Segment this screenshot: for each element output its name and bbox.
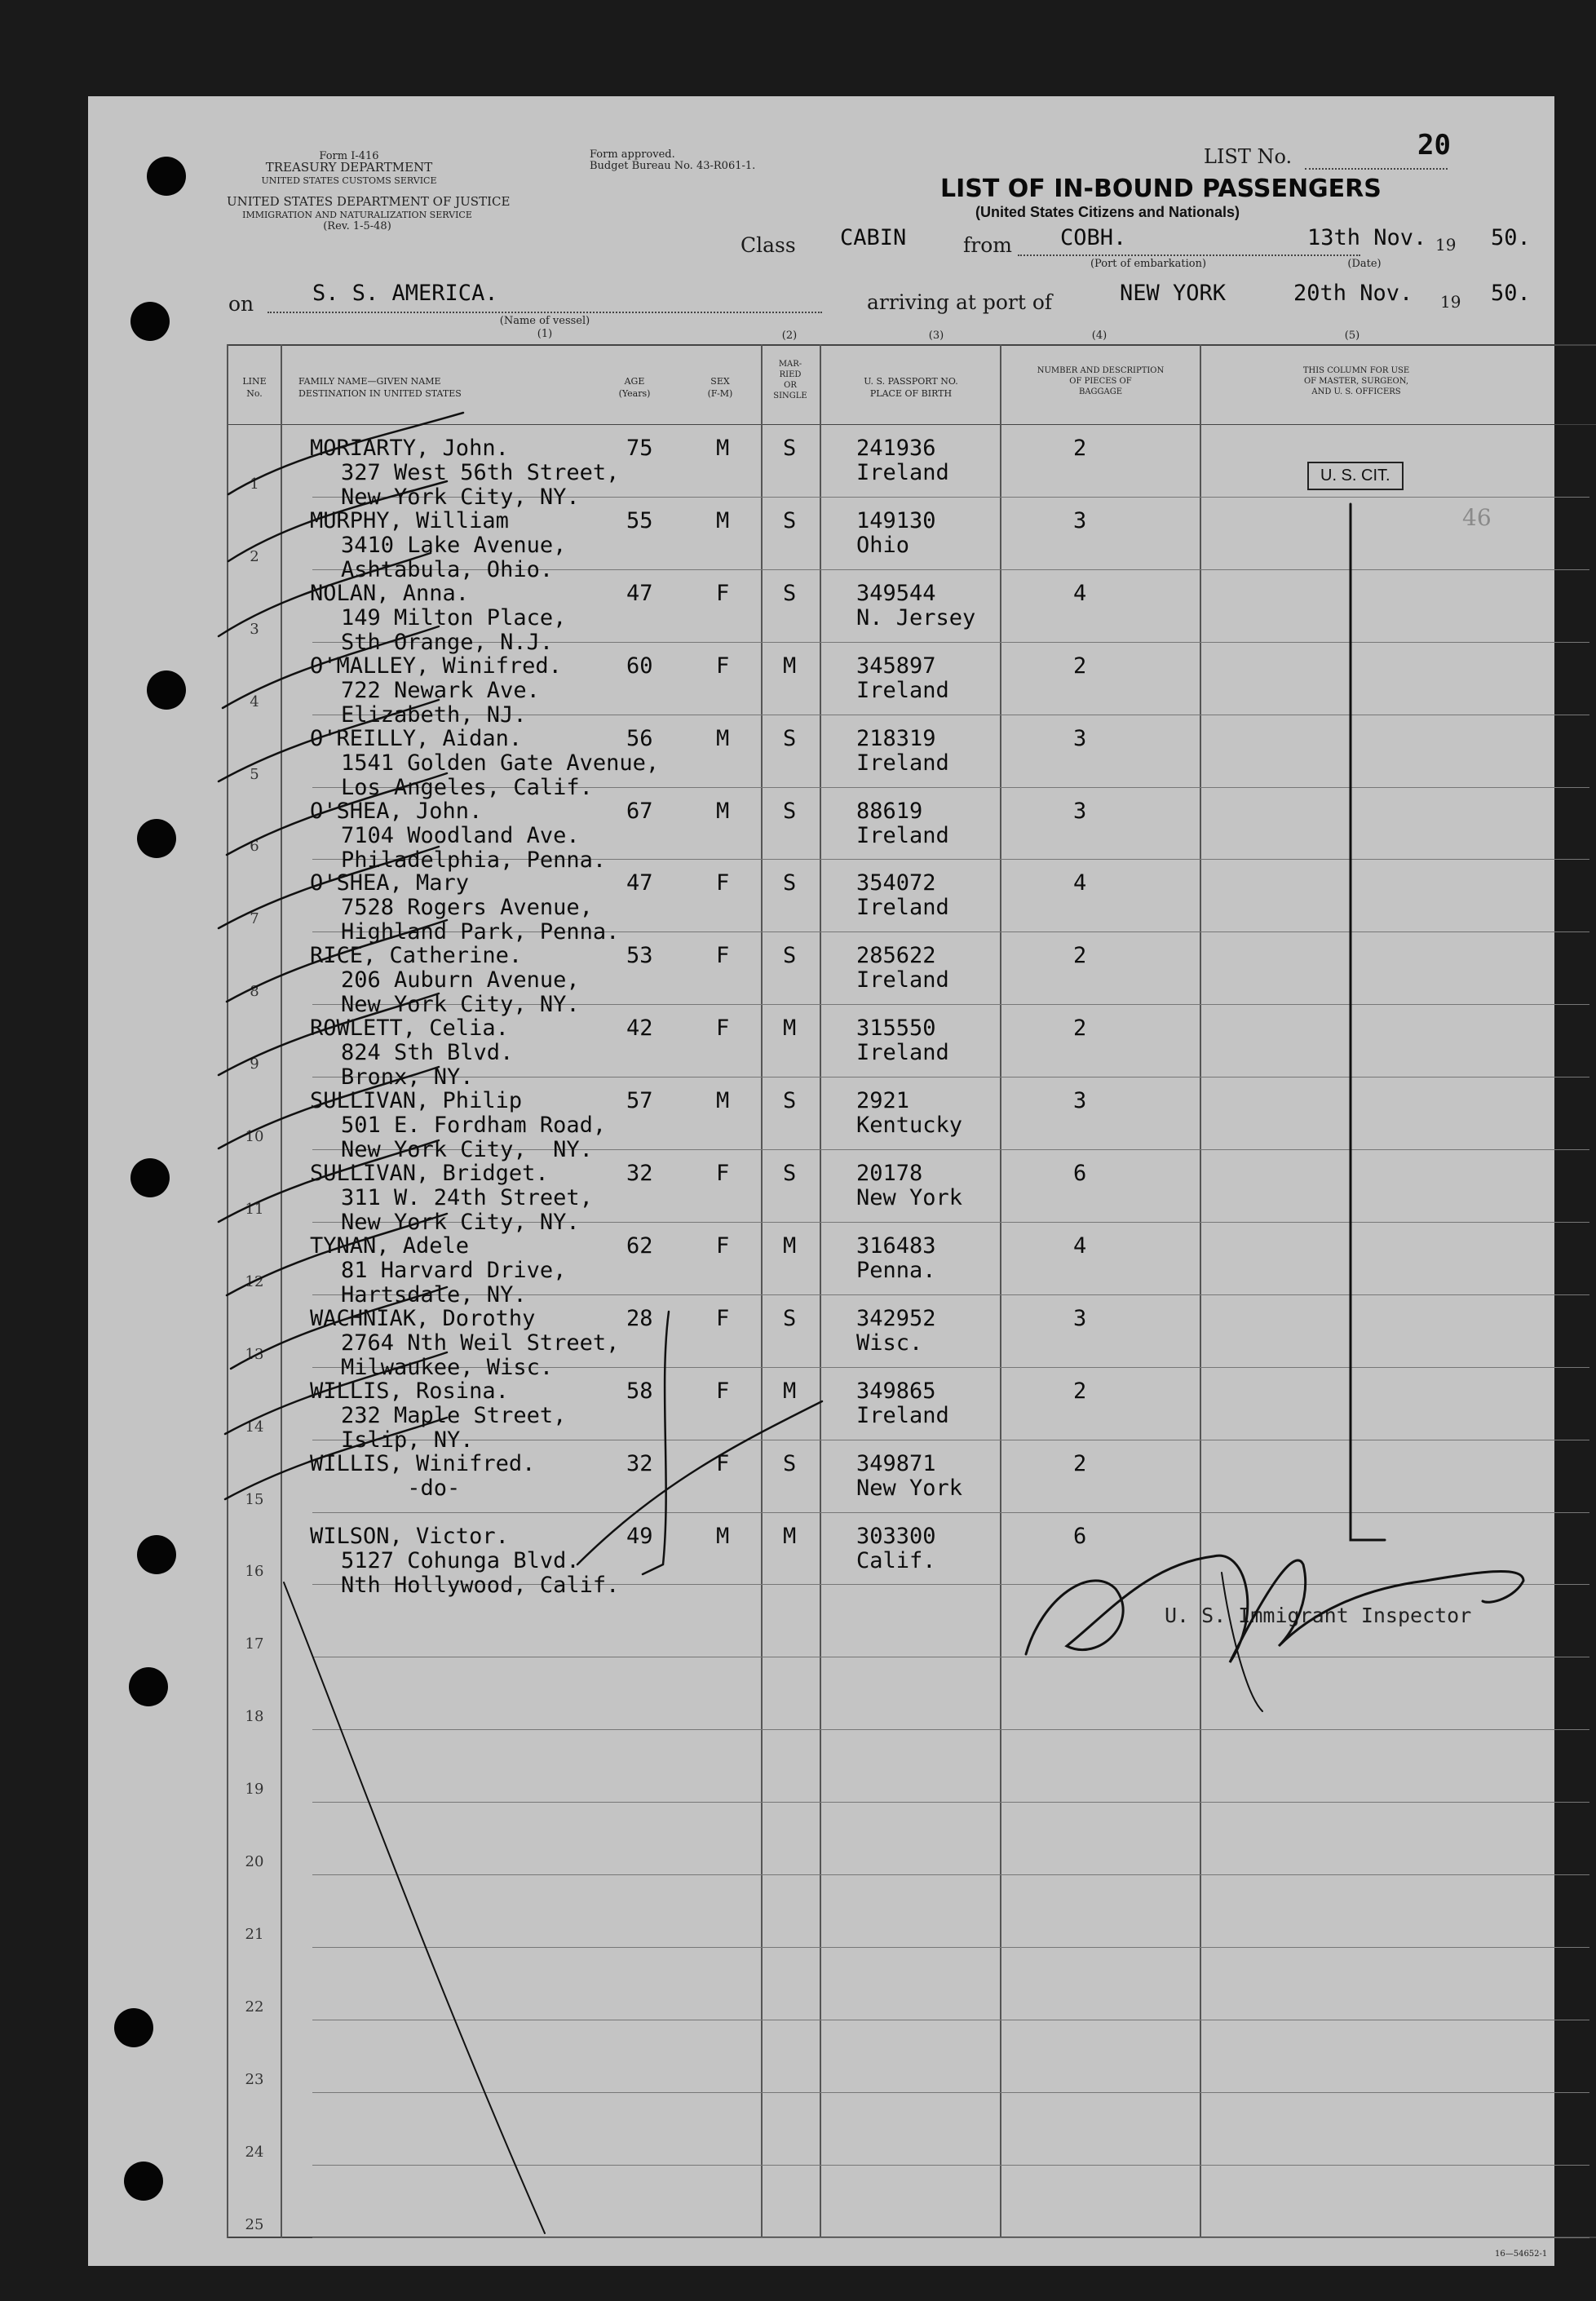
from-label: from (963, 233, 1012, 257)
line-number: 10 (245, 1128, 264, 1145)
form-revision: (Rev. 1-5-48) (323, 220, 391, 232)
vessel-name: S. S. AMERICA. (312, 281, 498, 306)
line-number: 11 (245, 1200, 264, 1218)
passenger-sex: M (716, 1088, 730, 1114)
baggage-count: 6 (1073, 1161, 1087, 1186)
passenger-age: 47 (626, 580, 653, 606)
passport-number: 149130 (856, 507, 936, 533)
header-officers: THIS COLUMN FOR USE OF MASTER, SURGEON, AND U. S. OFFICERS (1302, 366, 1410, 396)
arrival-year: 50. (1491, 281, 1531, 306)
line-number: 18 (245, 1708, 264, 1726)
date-caption: (Date) (1347, 258, 1382, 270)
col-num-1: (1) (537, 328, 553, 340)
passenger-address-city: Elizabeth, NJ. (341, 701, 527, 728)
passenger-name: ROWLETT, Celia. (310, 1016, 509, 1042)
check-mark (223, 626, 439, 708)
baggage-count: 2 (1073, 1378, 1087, 1404)
place-of-birth: Penna. (856, 1257, 936, 1283)
check-mark (227, 773, 447, 855)
check-mark (225, 1352, 447, 1434)
line-number: 25 (245, 2215, 264, 2233)
arrival-date: 20th Nov. (1293, 281, 1413, 306)
check-mark (577, 1401, 822, 1564)
passenger-age: 58 (626, 1378, 653, 1404)
passenger-age: 60 (626, 653, 653, 679)
place-of-birth: Ireland (856, 677, 949, 703)
col-num-4: (4) (1091, 330, 1107, 342)
class-value: CABIN (840, 225, 907, 250)
passenger-marital-status: S (783, 436, 797, 461)
passenger-name: O'REILLY, Aidan. (310, 725, 523, 751)
col-num-5: (5) (1344, 330, 1360, 342)
bracket-line (1351, 504, 1385, 1540)
punch-hole (124, 2162, 163, 2201)
passenger-sex: F (716, 580, 730, 606)
passenger-address-street: 232 Maple Street, (341, 1402, 567, 1428)
passenger-sex: F (716, 870, 730, 896)
line-number: 19 (245, 1781, 264, 1799)
passenger-age: 53 (626, 943, 653, 969)
passenger-sex: F (716, 653, 730, 679)
punch-hole (147, 157, 186, 196)
header-married: MAR- RIED OR SINGLE (773, 360, 807, 400)
passport-number: 315550 (856, 1016, 936, 1042)
passport-number: 20178 (856, 1161, 923, 1186)
baggage-count: 3 (1073, 1305, 1087, 1331)
header-line-no: LINE No. (242, 376, 267, 399)
passenger-name: WILLIS, Rosina. (310, 1378, 509, 1404)
punch-hole (130, 302, 170, 341)
form-approved: Form approved. (590, 148, 675, 161)
us-citizen-stamp: U. S. CIT. (1307, 462, 1404, 490)
class-label: Class (741, 233, 796, 257)
passenger-name: MURPHY, William (310, 507, 509, 533)
passport-number: 354072 (856, 870, 936, 896)
line-number: 6 (250, 838, 259, 856)
arrival-port: NEW YORK (1120, 281, 1227, 306)
passenger-marital-status: S (783, 1161, 797, 1186)
passenger-age: 49 (626, 1523, 653, 1549)
passenger-address-street: 2764 Nth Weil Street, (341, 1330, 620, 1356)
passenger-address-city: Los Angeles, Calif. (341, 774, 593, 800)
header-sex: SEX (F-M) (707, 376, 733, 399)
baggage-count: 4 (1073, 870, 1087, 896)
passenger-sex: F (716, 1161, 730, 1186)
passenger-sex: M (716, 798, 730, 824)
passport-number: 303300 (856, 1523, 936, 1549)
place-of-birth: Ireland (856, 750, 949, 776)
passenger-marital-status: M (783, 1232, 797, 1259)
passenger-age: 55 (626, 507, 653, 533)
line-number: 3 (250, 620, 259, 638)
line-number: 21 (245, 1925, 264, 1943)
passenger-sex: F (716, 943, 730, 969)
line-number: 13 (245, 1345, 264, 1363)
header-name: FAMILY NAME—GIVEN NAME DESTINATION IN UNITED STATES (298, 376, 462, 399)
check-mark (227, 1214, 447, 1295)
line-number: 1 (250, 475, 259, 493)
line-number: 12 (245, 1272, 264, 1290)
passenger-address-city: Ashtabula, Ohio. (341, 556, 554, 582)
passport-number: 2921 (856, 1088, 910, 1114)
passenger-address-city: Hartsdale, NY. (341, 1281, 527, 1308)
punch-hole (129, 1667, 168, 1706)
punch-hole (147, 670, 186, 710)
passenger-address-street: 81 Harvard Drive, (341, 1257, 567, 1283)
baggage-count: 4 (1073, 580, 1087, 606)
passenger-address-city: Philadelphia, Penna. (341, 847, 607, 873)
check-mark (219, 553, 431, 636)
passenger-sex: M (716, 725, 730, 751)
passenger-marital-status: S (783, 1305, 797, 1331)
passenger-age: 32 (626, 1161, 653, 1186)
passenger-address-city: Highland Park, Penna. (341, 919, 620, 945)
line-number: 4 (250, 693, 259, 710)
place-of-birth: Ireland (856, 460, 949, 485)
line-number: 7 (250, 910, 259, 928)
passenger-marital-status: S (783, 725, 797, 751)
place-of-birth: Calif. (856, 1547, 936, 1573)
line-number: 8 (250, 983, 259, 1001)
place-of-birth: Ireland (856, 822, 949, 848)
passenger-address-street: 327 West 56th Street, (341, 460, 620, 485)
passenger-name: WACHNIAK, Dorothy (310, 1305, 536, 1331)
footer-code: 16—54652-1 (1495, 2250, 1548, 2259)
baggage-count: 4 (1073, 1232, 1087, 1259)
line-number: 24 (245, 2143, 264, 2161)
baggage-count: 3 (1073, 798, 1087, 824)
passenger-sex: M (716, 436, 730, 461)
passenger-name: SULLIVAN, Philip (310, 1088, 523, 1114)
passenger-marital-status: S (783, 1088, 797, 1114)
check-mark (219, 700, 439, 781)
passenger-name: NOLAN, Anna. (310, 580, 470, 606)
passenger-address-city: Bronx, NY. (341, 1064, 474, 1091)
line-number: 15 (245, 1490, 264, 1508)
passport-number: 285622 (856, 943, 936, 969)
place-of-birth: New York (856, 1185, 963, 1210)
form-number: Form I-416 (319, 150, 379, 162)
punch-hole (114, 2008, 153, 2047)
baggage-count: 3 (1073, 725, 1087, 751)
passenger-address-street: 722 Newark Ave. (341, 677, 540, 703)
ins-service: IMMIGRATION AND NATURALIZATION SERVICE (242, 210, 472, 220)
passenger-sex: F (716, 1450, 730, 1476)
passenger-marital-status: S (783, 507, 797, 533)
passenger-marital-status: M (783, 1016, 797, 1042)
passenger-address-street: 1541 Golden Gate Avenue, (341, 750, 660, 776)
passenger-age: 47 (626, 870, 653, 896)
baggage-count: 2 (1073, 943, 1087, 969)
arriving-label: arriving at port of (867, 290, 1053, 314)
passenger-marital-status: M (783, 653, 797, 679)
passenger-age: 56 (626, 725, 653, 751)
embark-date: 13th Nov. (1307, 225, 1427, 250)
header-baggage: NUMBER AND DESCRIPTION OF PIECES OF BAGGAGE (1037, 366, 1165, 396)
list-no: 20 (1417, 129, 1451, 162)
vessel-caption: (Name of vessel) (499, 315, 590, 327)
line-number: 23 (245, 2070, 264, 2088)
passport-number: 349871 (856, 1450, 936, 1476)
place-of-birth: Ohio (856, 532, 910, 558)
baggage-count: 2 (1073, 1450, 1087, 1476)
passport-number: 345897 (856, 653, 936, 679)
check-mark (219, 993, 439, 1075)
passenger-sex: M (716, 1523, 730, 1549)
embark-year: 50. (1491, 225, 1531, 250)
manifest-page (88, 96, 1554, 2266)
passenger-address-street: 3410 Lake Avenue, (341, 532, 567, 558)
passenger-name: RICE, Catherine. (310, 943, 523, 969)
place-of-birth: Wisc. (856, 1330, 923, 1356)
line-number: 20 (245, 1853, 264, 1870)
passenger-marital-status: S (783, 580, 797, 606)
page-subtitle: (United States Citizens and Nationals) (975, 204, 1240, 220)
passport-number: 316483 (856, 1232, 936, 1259)
passenger-name: SULLIVAN, Bridget. (310, 1161, 549, 1186)
passenger-age: 67 (626, 798, 653, 824)
passenger-marital-status: S (783, 1450, 797, 1476)
check-mark (219, 1140, 439, 1222)
passenger-address-city: Sth Orange, N.J. (341, 629, 554, 655)
passenger-sex: F (716, 1232, 730, 1259)
inspector-signature (1222, 1573, 1262, 1711)
check-mark (231, 1287, 447, 1369)
line-number: 9 (250, 1055, 259, 1073)
handwritten-marks (88, 96, 1554, 2266)
passenger-address-city: Nth Hollywood, Calif. (341, 1572, 620, 1598)
line-number: 5 (250, 765, 259, 783)
inspector-signature (1026, 1555, 1523, 1662)
check-mark (225, 1418, 447, 1499)
passenger-address-city: New York City, NY. (341, 1137, 593, 1163)
passport-number: 241936 (856, 436, 936, 461)
inspector-caption: U. S. Immigrant Inspector (1165, 1604, 1472, 1627)
place-of-birth: Kentucky (856, 1113, 963, 1139)
on-label: on (228, 292, 254, 316)
check-mark (219, 1067, 439, 1148)
place-of-birth: New York (856, 1475, 963, 1501)
check-mark (228, 413, 463, 494)
passenger-address-street: 7104 Woodland Ave. (341, 822, 580, 848)
passenger-address-street: 7528 Rogers Avenue, (341, 895, 593, 921)
punch-hole (130, 1158, 170, 1197)
check-mark (219, 847, 439, 928)
passenger-name: O'MALLEY, Winifred. (310, 653, 562, 679)
check-mark (228, 481, 447, 561)
arrival-year-prefix: 19 (1440, 292, 1461, 312)
punch-hole (137, 1535, 176, 1574)
passenger-sex: F (716, 1378, 730, 1404)
passport-number: 349544 (856, 580, 936, 606)
passenger-address-city: Milwaukee, Wisc. (341, 1354, 554, 1380)
line-number: 2 (250, 547, 259, 565)
passenger-address-street: 206 Auburn Avenue, (341, 967, 580, 993)
passenger-address-city: New York City, NY. (341, 485, 580, 510)
passenger-age: 42 (626, 1016, 653, 1042)
passport-number: 218319 (856, 725, 936, 751)
passenger-age: 62 (626, 1232, 653, 1259)
passenger-address-city: New York City, NY. (341, 992, 580, 1018)
passport-number: 349865 (856, 1378, 936, 1404)
place-of-birth: Ireland (856, 1040, 949, 1066)
line-number: 17 (245, 1635, 264, 1653)
justice-dept: UNITED STATES DEPARTMENT OF JUSTICE (227, 194, 511, 209)
line-number: 16 (245, 1563, 264, 1581)
passenger-address-street: 5127 Cohunga Blvd. (341, 1547, 580, 1573)
passenger-marital-status: S (783, 870, 797, 896)
passenger-marital-status: S (783, 798, 797, 824)
passenger-sex: F (716, 1016, 730, 1042)
passenger-address-street: 824 Sth Blvd. (341, 1040, 514, 1066)
line-number: 14 (245, 1418, 264, 1436)
margin-note: 46 (1462, 504, 1492, 531)
passenger-name: TYNAN, Adele (310, 1232, 470, 1259)
passenger-name: O'SHEA, John. (310, 798, 483, 824)
baggage-count: 2 (1073, 653, 1087, 679)
col-num-2: (2) (781, 330, 798, 342)
passenger-sex: M (716, 507, 730, 533)
page-title: LIST OF IN-BOUND PASSENGERS (940, 175, 1382, 203)
header-age: AGE (Years) (618, 376, 651, 399)
list-no-label: LIST No. (1204, 145, 1293, 168)
customs-service: UNITED STATES CUSTOMS SERVICE (261, 175, 437, 186)
void-line (284, 1582, 545, 2233)
passenger-age: 32 (626, 1450, 653, 1476)
passenger-sex: F (716, 1305, 730, 1331)
bracket-mark (643, 1312, 669, 1574)
passenger-marital-status: S (783, 943, 797, 969)
embark-year-prefix: 19 (1435, 235, 1457, 254)
passenger-name: WILLIS, Winifred. (310, 1450, 536, 1476)
passenger-address-street: 149 Milton Place, (341, 604, 567, 631)
passenger-age: 28 (626, 1305, 653, 1331)
passenger-name: O'SHEA, Mary (310, 870, 470, 896)
punch-hole (137, 819, 176, 858)
place-of-birth: Ireland (856, 967, 949, 993)
passport-number: 88619 (856, 798, 923, 824)
passenger-address-street: -do- (341, 1475, 461, 1501)
passenger-name: MORIARTY, John. (310, 436, 509, 461)
passport-number: 342952 (856, 1305, 936, 1331)
line-number: 22 (245, 1998, 264, 2016)
col-num-3: (3) (928, 330, 944, 342)
passenger-age: 75 (626, 436, 653, 461)
budget-bureau: Budget Bureau No. 43-R061-1. (590, 160, 756, 172)
port-of-embarkation: COBH. (1060, 225, 1127, 250)
baggage-count: 3 (1073, 507, 1087, 533)
port-embarkation-caption: (Port of embarkation) (1090, 258, 1207, 270)
passenger-marital-status: M (783, 1378, 797, 1404)
passenger-address-street: 311 W. 24th Street, (341, 1185, 593, 1210)
passenger-address-city: New York City, NY. (341, 1210, 580, 1235)
treasury-dept: TREASURY DEPARTMENT (265, 160, 433, 175)
header-passport: U. S. PASSPORT NO. PLACE OF BIRTH (864, 376, 958, 399)
passenger-marital-status: M (783, 1523, 797, 1549)
passenger-age: 57 (626, 1088, 653, 1114)
baggage-count: 3 (1073, 1088, 1087, 1114)
passenger-name: WILSON, Victor. (310, 1523, 509, 1549)
baggage-count: 6 (1073, 1523, 1087, 1549)
place-of-birth: Ireland (856, 895, 949, 921)
baggage-count: 2 (1073, 1016, 1087, 1042)
place-of-birth: Ireland (856, 1402, 949, 1428)
baggage-count: 2 (1073, 436, 1087, 461)
check-mark (227, 920, 447, 1002)
passenger-address-city: Islip, NY. (341, 1427, 474, 1453)
place-of-birth: N. Jersey (856, 604, 976, 631)
passenger-address-street: 501 E. Fordham Road, (341, 1113, 607, 1139)
